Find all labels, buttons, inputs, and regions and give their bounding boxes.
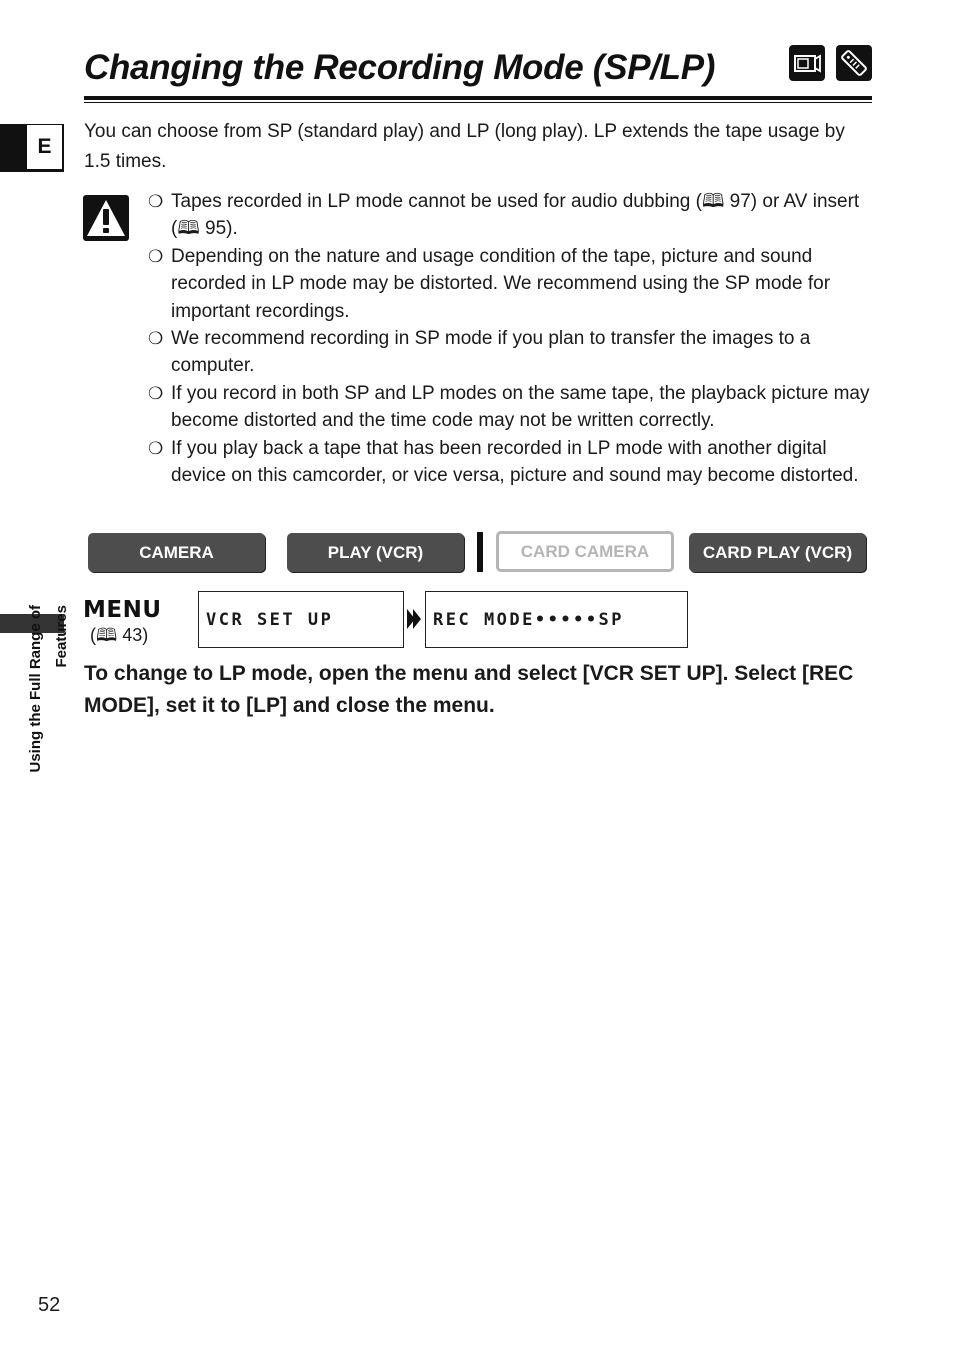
menu-page-ref: (🕮 43) (90, 625, 149, 645)
note-text: If you play back a tape that has been recorded in LP mode with another digital device on this camcorder, or vice versa, picture and sound may become distorted. (171, 437, 859, 487)
remote-control-icon (836, 45, 872, 81)
bullet-icon: ❍ (148, 383, 164, 403)
note-item (148, 243, 878, 325)
note-text: If you record in both SP and LP modes on the same tape, the playback picture may become distorted and the time code may not be written correctly. (171, 382, 870, 432)
note-item (148, 325, 878, 380)
menu-step-vcr-set-up: VCR SET UP (198, 591, 404, 648)
note-item (148, 435, 878, 490)
camcorder-icon (789, 45, 825, 81)
note-text: We recommend recording in SP mode if you plan to transfer the images to a computer. (171, 328, 811, 377)
page-number: 52 (38, 1294, 61, 1316)
note-item (148, 380, 878, 435)
bullet-icon: ❍ (148, 246, 164, 266)
mode-separator (477, 532, 483, 572)
note-item (148, 188, 878, 243)
menu-arrow-icon (406, 607, 422, 631)
intro-text: You can choose from SP (standard play) and LP (long play). LP extends the tape usage by 1.5 times. (84, 121, 845, 172)
caution-icon (82, 194, 130, 242)
mode-card-play-vcr: CARD PLAY (VCR) (689, 533, 866, 572)
note-text: Tapes recorded in LP mode cannot be used for audio dubbing (🕮 97) or AV insert (🕮 95). (171, 191, 860, 240)
title-rule (84, 96, 872, 100)
title-rule-thin (84, 102, 872, 103)
side-tab-label: Using the Full Range of Features (27, 605, 70, 773)
menu-step-rec-mode: REC MODE•••••SP (425, 591, 688, 648)
bullet-icon: ❍ (148, 192, 164, 211)
menu-label: MENU (83, 597, 162, 623)
language-tab-label: E (26, 124, 63, 170)
caution-notes (148, 188, 878, 489)
mode-card-camera: CARD CAMERA (496, 531, 674, 572)
bullet-icon: ❍ (148, 438, 164, 458)
bullet-icon: ❍ (148, 329, 164, 349)
page-title: Changing the Recording Mode (SP/LP) (84, 48, 716, 87)
mode-play-vcr: PLAY (VCR) (287, 533, 464, 572)
instruction-text: To change to LP mode, open the menu and select [VCR SET UP]. Select [REC MODE], set it to [LP] and close the menu. (84, 662, 854, 717)
note-text: Depending on the nature and usage condition of the tape, picture and sound recorded in LP mode may be distorted. We recommend using the SP mode for important recordings. (171, 245, 831, 322)
mode-camera: CAMERA (88, 533, 265, 572)
